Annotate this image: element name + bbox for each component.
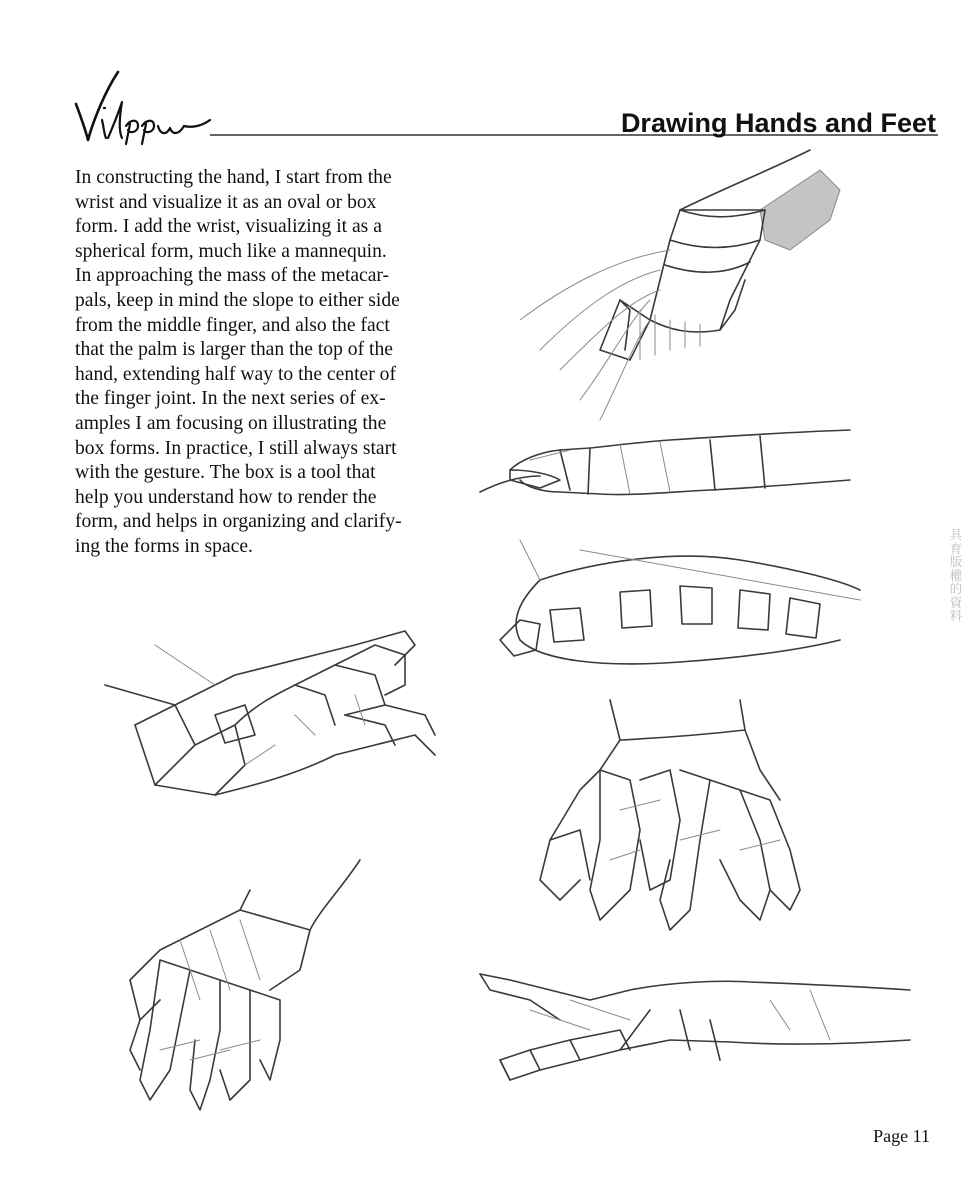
watermark-char: 資: [949, 594, 963, 610]
watermark-char: 具: [949, 527, 963, 542]
watermark-char: 料: [949, 608, 963, 623]
body-line: ing the forms in space.: [75, 535, 253, 557]
finger-boxes-sketch: [480, 540, 870, 690]
body-line: help you understand how to render the: [75, 486, 377, 508]
body-line: wrist and visualize it as an oval or box: [75, 191, 377, 213]
side-watermark: [947, 528, 965, 623]
hand-sketch-reaching: [470, 960, 920, 1100]
body-line: In constructing the hand, I start from the: [75, 167, 392, 188]
hand-sketch-left-bottom: [120, 850, 380, 1120]
watermark-char: 版: [949, 554, 963, 569]
body-line: In approaching the mass of the metacar-: [75, 265, 390, 287]
body-line: form. I add the wrist, visualizing it as a: [75, 216, 382, 238]
section-title: Drawing Hands and Feet: [620, 108, 936, 138]
body-line: the finger joint. In the next series of ex-: [75, 388, 386, 410]
body-paragraph: [75, 166, 495, 560]
body-line: that the palm is larger than the top of the: [75, 339, 393, 361]
hand-box-sketch-top: [520, 150, 850, 420]
hand-sketch-left-top: [95, 625, 445, 835]
vilppu-signature-logo: [68, 68, 228, 144]
body-line: form, and helps in organizing and clarify-: [75, 511, 402, 533]
body-line: from the middle finger, and also the fact: [75, 314, 390, 336]
body-line: amples I am focusing on illustrating the: [75, 412, 387, 434]
hand-sketch-claw: [520, 690, 810, 945]
watermark-char: 育: [949, 540, 963, 556]
body-line: with the gesture. The box is a tool that: [75, 462, 376, 484]
body-line: hand, extending half way to the center of: [75, 363, 397, 385]
watermark-char: 的: [949, 581, 963, 596]
hand-side-view-sketch: [470, 420, 860, 520]
body-line: box forms. In practice, I still always start: [75, 437, 397, 459]
watermark-char: 權: [949, 567, 963, 583]
body-line: pals, keep in mind the slope to either side: [75, 289, 400, 311]
body-line: spherical form, much like a mannequin.: [75, 240, 387, 262]
page-number: Page 11: [873, 1126, 930, 1146]
